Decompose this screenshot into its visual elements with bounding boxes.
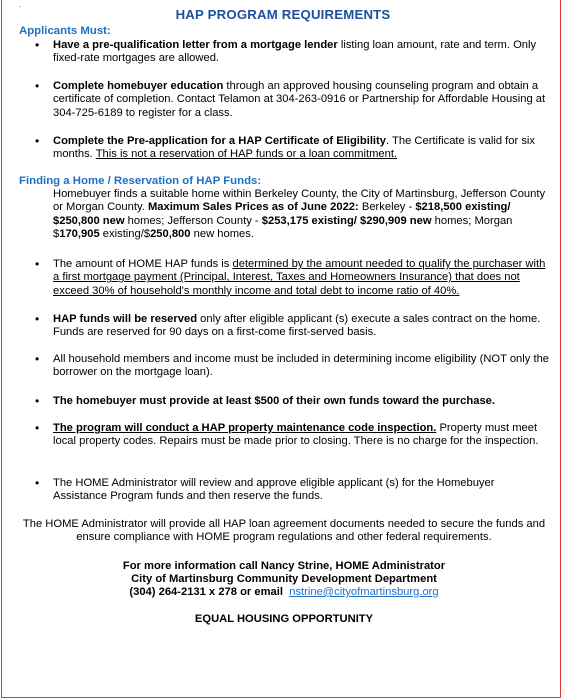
corner-mark: . xyxy=(19,0,22,9)
contact-phone-text: (304) 264-2131 x 278 or email xyxy=(129,586,283,598)
item-text: The amount of HOME HAP funds is xyxy=(53,258,233,270)
contact-line-2: City of Martinsburg Community Development Department xyxy=(131,573,437,585)
item-underline-text: determined by the amount needed to qualify the purchaser with a first mortgage payment (Principal, Interest, Taxes and Homeowners Insurance) that does not exceed 30% of household's monthly income and total debt to income ratio of 40%. xyxy=(53,258,546,297)
item-text: . The Certificate is valid for six months. xyxy=(53,135,536,161)
bullet-icon: • xyxy=(35,421,40,435)
item-bold-text: Have a pre-qualification letter from a mortgage lender xyxy=(53,39,338,51)
bullet-icon: • xyxy=(35,352,40,366)
item-text: The HOME Administrator will review and approve eligible applicant (s) for the Homebuyer Assistance Program funds and then reserve the funds. xyxy=(53,477,495,503)
sales-price-paragraph xyxy=(53,188,551,242)
intro-text: existing/$ xyxy=(99,228,151,241)
contact-line-3 xyxy=(14,586,554,599)
item-bold-text: The homebuyer must provide at least $500 of their own funds toward the purchase. xyxy=(53,395,495,407)
item-underline-text: This is not a reservation of HAP funds or a loan commitment. xyxy=(95,148,398,161)
intro-bold: $253,175 existing/ $290,909 new xyxy=(261,214,432,227)
bullet-icon: • xyxy=(35,134,40,148)
bullet-icon: • xyxy=(35,257,40,271)
page-title: HAP PROGRAM REQUIREMENTS xyxy=(175,7,391,22)
intro-text: homes; Morgan $ xyxy=(53,214,513,241)
item-bold-text: HAP funds will be reserved xyxy=(53,313,198,325)
item-text: Property must meet local property codes. Repairs must be made prior to closing. There is no charge for the inspection. xyxy=(53,422,539,448)
intro-text: new homes. xyxy=(190,228,254,241)
bullet-icon: • xyxy=(35,394,40,408)
footer-equal-housing: EQUAL HOUSING OPPORTUNITY xyxy=(194,613,374,625)
item-text: through an approved housing counseling program and obtain a certificate of completion. Contact Telamon at 304-263-0916 or Partnership for Affordable Housing at 304-725-6189 to register for a class. xyxy=(53,80,546,119)
contact-line-1: For more information call Nancy Strine, HOME Administrator xyxy=(122,560,446,572)
intro-bold: $218,500 existing/ $250,800 new xyxy=(53,201,511,227)
item-text: All household members and income must be included in determining income eligibility (NOT only the borrower on the mortgage loan). xyxy=(53,353,550,379)
email-link[interactable]: nstrine@cityofmartinsburg.org xyxy=(289,586,439,598)
intro-bold: 250,800 xyxy=(150,228,191,241)
item-bold-text: Complete the Pre-application for a HAP Certificate of Eligibility xyxy=(53,135,386,147)
section-heading-applicants: Applicants Must: xyxy=(19,25,111,37)
intro-text: Homebuyer finds a suitable home within Berkeley County, the City of Martinsburg, Jefferson County or Morgan County. xyxy=(53,188,546,214)
intro-text: Berkeley - xyxy=(358,201,416,214)
bullet-icon: • xyxy=(35,38,40,52)
closing-paragraph: The HOME Administrator will provide all HAP loan agreement documents needed to secure the funds and ensure compliance with HOME program regulations and other federal requirements. xyxy=(22,518,546,544)
bullet-icon: • xyxy=(35,476,40,490)
intro-bold: Maximum Sales Prices as of June 2022: xyxy=(147,201,359,214)
intro-bold: 170,905 xyxy=(59,228,100,241)
item-bold-text: Complete homebuyer education xyxy=(53,80,224,92)
bullet-icon: • xyxy=(35,312,40,326)
intro-text: homes; Jefferson County - xyxy=(124,214,262,227)
item-bold-underline-text: The program will conduct a HAP property maintenance code inspection. xyxy=(53,422,437,434)
item-text: listing loan amount, rate and term. Only fixed-rate mortgages are allowed. xyxy=(53,39,537,65)
section-heading-finding-home: Finding a Home / Reservation of HAP Funds: xyxy=(19,175,262,187)
bullet-icon: • xyxy=(35,79,40,93)
item-text: only after eligible applicant (s) execute a sales contract on the home. Funds are reserved for 90 days on a first-come first-served basis. xyxy=(53,313,541,339)
